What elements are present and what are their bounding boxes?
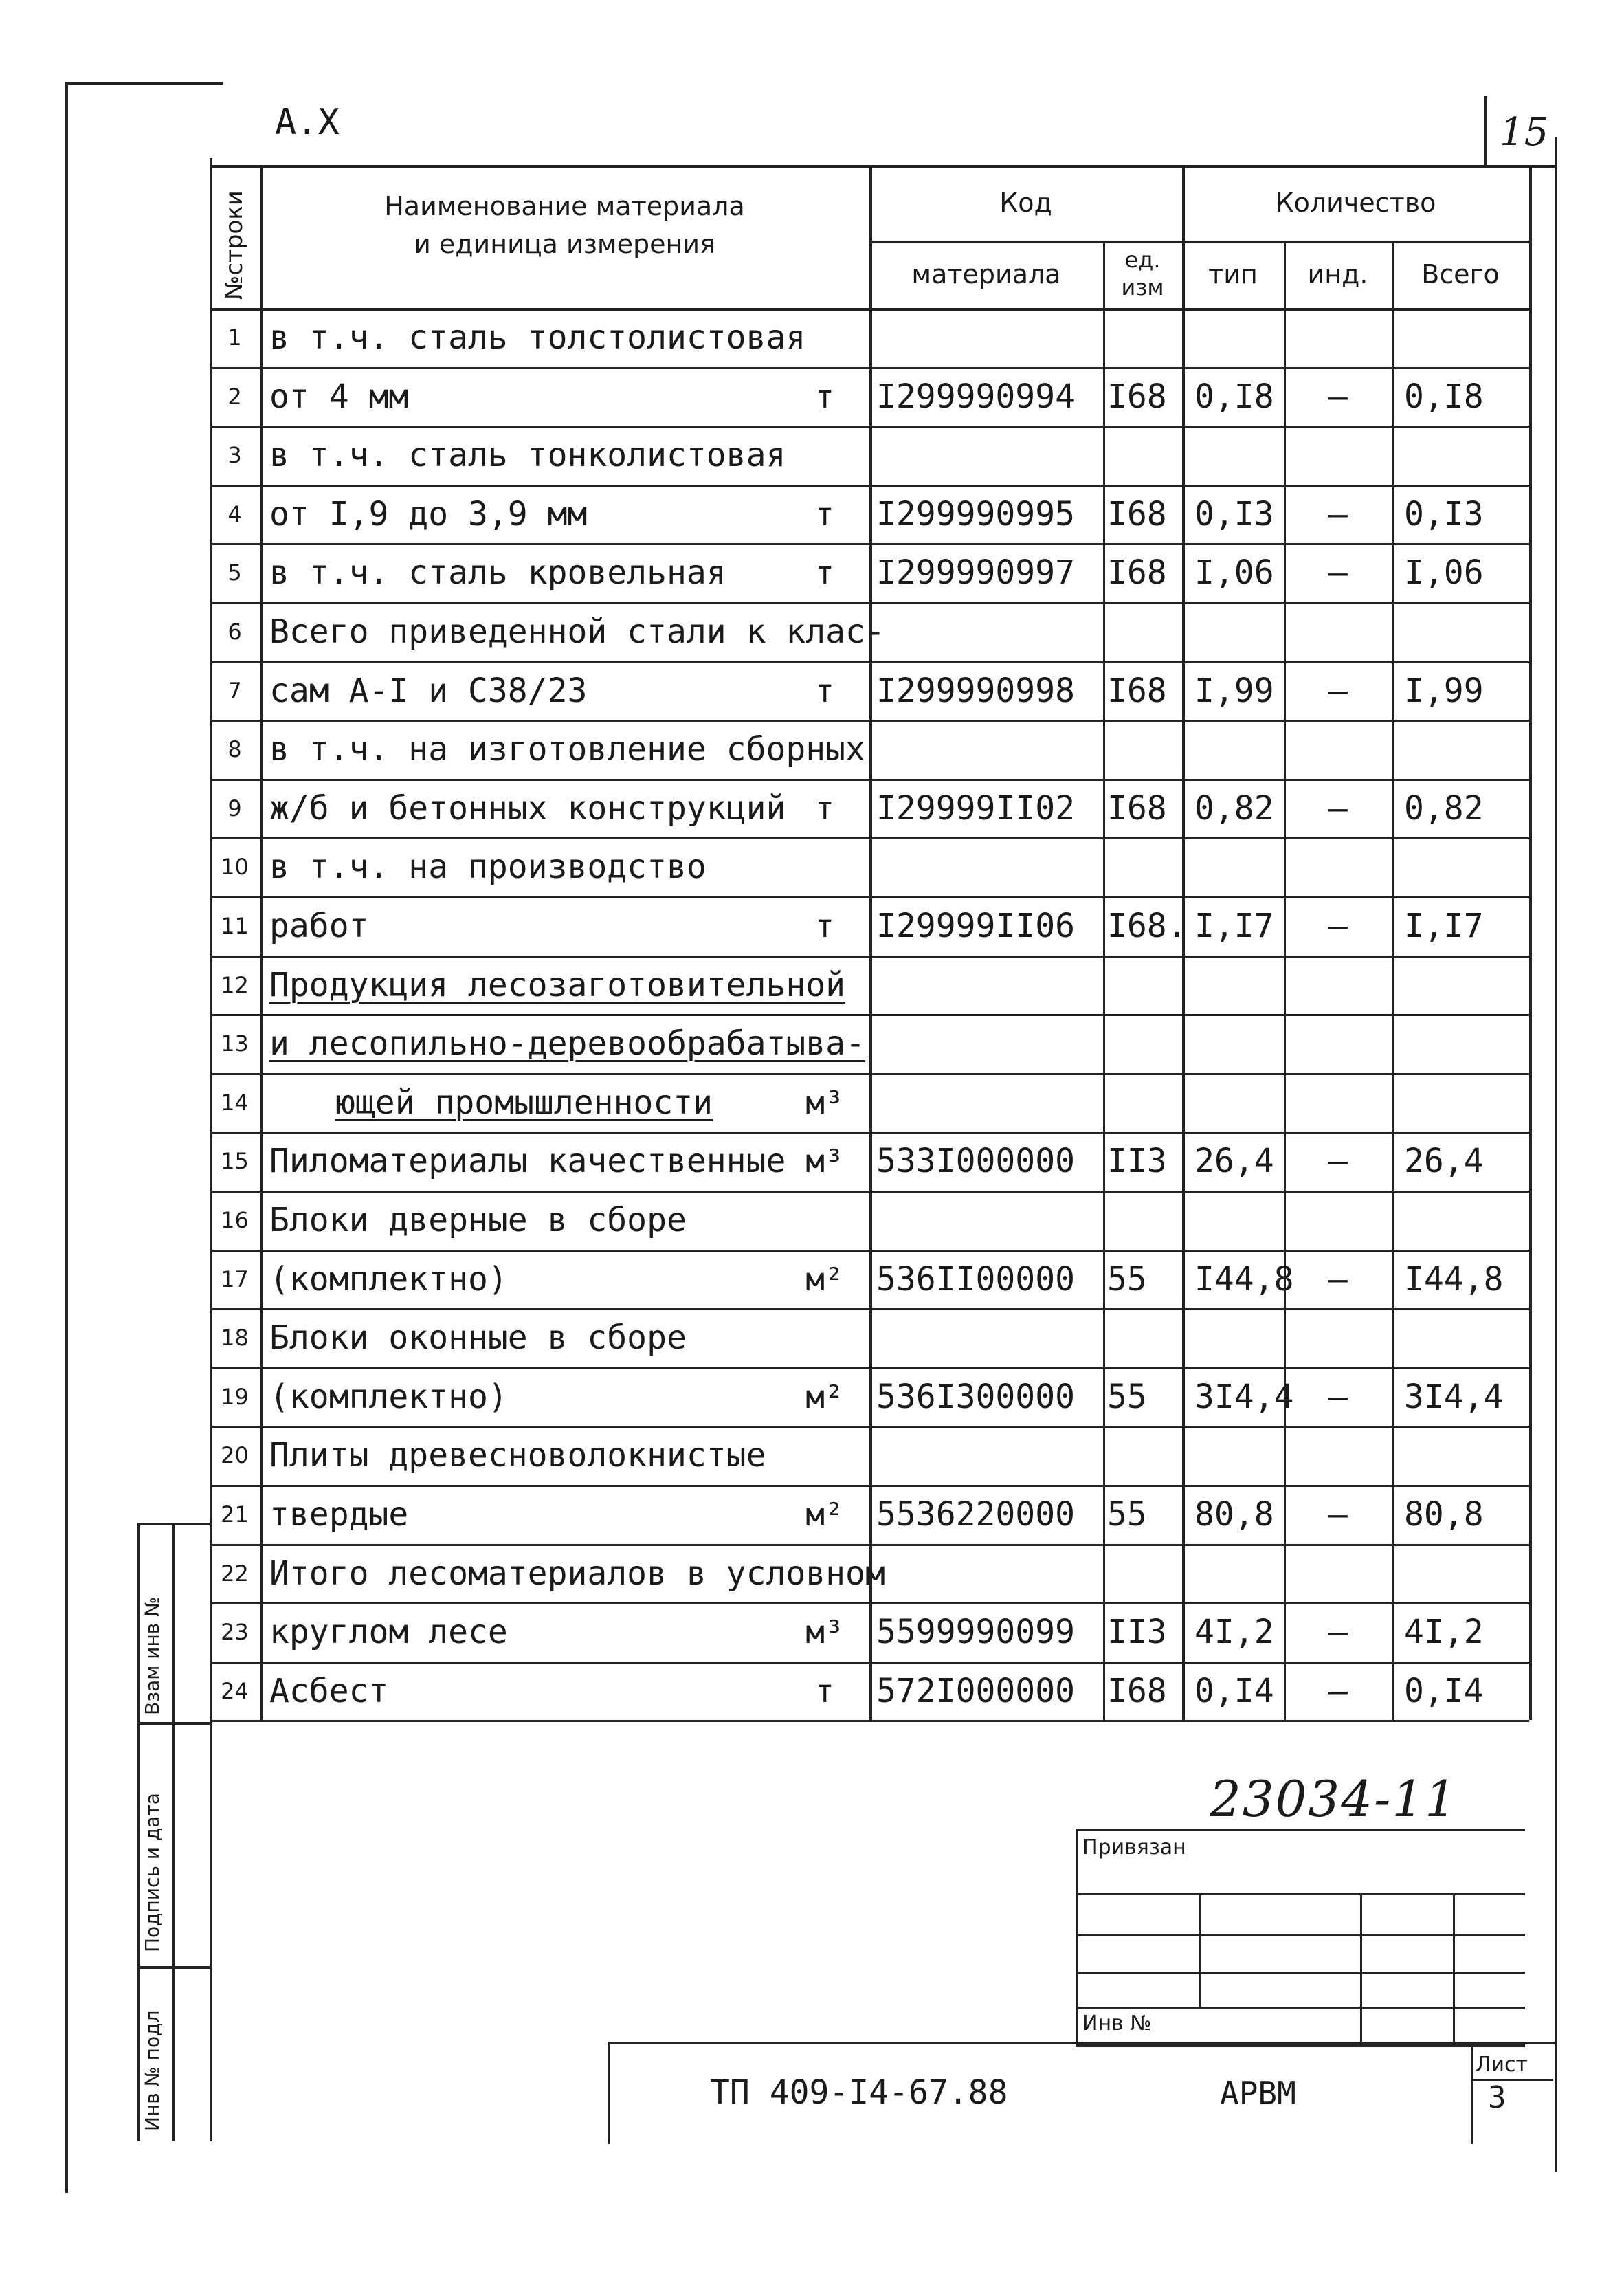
unit — [783, 1426, 866, 1485]
qty-total — [1392, 1073, 1542, 1132]
unit: т — [815, 907, 834, 945]
qty-type — [1182, 602, 1296, 661]
header-code-group: Код — [999, 188, 1052, 218]
qty-ind: – — [1328, 1613, 1348, 1651]
material-code: 5536220000 — [876, 1495, 1075, 1534]
privyazan-block — [1076, 1829, 1525, 2047]
qty-ind — [1284, 602, 1392, 661]
qty-type: 0,I4 — [1194, 1672, 1274, 1710]
row-number: 1 — [227, 324, 242, 351]
material-code — [869, 1544, 1110, 1603]
unit-code — [1103, 1073, 1186, 1132]
row-number: 21 — [221, 1501, 249, 1527]
unit-code: 55 — [1107, 1378, 1147, 1416]
material-name-text: в т.ч. сталь кровельная — [269, 553, 726, 592]
qty-type: 4I,2 — [1194, 1613, 1274, 1651]
qty-total: 0,I3 — [1404, 495, 1484, 533]
qty-total — [1392, 1014, 1542, 1073]
title-block — [608, 2042, 1557, 2144]
qty-ind — [1284, 720, 1392, 779]
section-code: АРВМ — [1220, 2075, 1296, 2112]
row-number: 12 — [221, 972, 249, 998]
unit-code: I68 — [1107, 553, 1167, 592]
qty-ind: – — [1328, 1142, 1348, 1180]
material-code: 533I000000 — [876, 1142, 1075, 1180]
row-number: 4 — [227, 501, 242, 527]
row-number: 10 — [221, 854, 249, 880]
row-number: 3 — [227, 442, 242, 468]
row-number: 9 — [227, 795, 242, 821]
row-number: 2 — [227, 384, 242, 410]
qty-ind: – — [1328, 1378, 1348, 1416]
material-code: 572I000000 — [876, 1672, 1075, 1710]
unit-code — [1103, 1191, 1186, 1250]
material-name-text: Блоки оконные в сборе — [269, 1318, 687, 1357]
qty-ind: – — [1328, 377, 1348, 416]
qty-total: I44,8 — [1404, 1260, 1504, 1299]
unit — [783, 308, 866, 367]
privyazan-row-line-1 — [1078, 1893, 1525, 1895]
material-name — [260, 1014, 865, 1073]
side-stamp-left-edge — [137, 1523, 140, 2141]
material-name-text: в т.ч. сталь толстолистовая — [269, 318, 806, 357]
row-number: 23 — [221, 1619, 249, 1645]
title-block-left-edge — [608, 2044, 610, 2144]
material-code: 5599990099 — [876, 1613, 1075, 1651]
material-name — [260, 661, 792, 720]
qty-type — [1182, 1544, 1296, 1603]
qty-ind: – — [1328, 1260, 1348, 1299]
side-label-podpis: Подпись и дата — [141, 1793, 164, 1952]
unit: м³ — [805, 1084, 844, 1121]
material-name-text: Пиломатериалы качественные — [269, 1142, 786, 1180]
material-name-text: (комплектно) — [269, 1260, 508, 1299]
material-name-text: твердые — [269, 1495, 409, 1534]
side-label-vzam: Взам инв № — [141, 1596, 164, 1715]
unit-code — [1103, 426, 1186, 485]
qty-total: 0,I4 — [1404, 1672, 1484, 1710]
qty-total — [1392, 602, 1542, 661]
material-name-text: Продукция лесозаготовительной — [269, 966, 846, 1004]
unit-code — [1103, 956, 1186, 1015]
privyazan-col-line-3 — [1453, 1893, 1455, 2044]
unit-code: I68 — [1107, 1672, 1167, 1710]
unit: м³ — [805, 1613, 844, 1651]
material-name-text: работ — [269, 907, 369, 945]
material-code: I299990994 — [876, 377, 1075, 416]
sheet-label: Лист — [1476, 2053, 1528, 2077]
qty-ind — [1284, 1014, 1392, 1073]
material-name-text: в т.ч. сталь тонколистовая — [269, 436, 786, 474]
material-code — [869, 1014, 1110, 1073]
qty-ind — [1284, 308, 1392, 367]
material-name — [260, 1662, 792, 1721]
material-name-text: ж/б и бетонных конструкций — [269, 789, 786, 828]
material-name — [260, 1132, 792, 1191]
material-code — [869, 720, 1110, 779]
unit-code: I68 — [1107, 672, 1167, 710]
header-name: Наименование материала — [384, 191, 745, 221]
unit — [783, 720, 866, 779]
material-code — [869, 426, 1110, 485]
material-name-text: ющей промышленности — [335, 1083, 713, 1122]
unit-code — [1103, 1014, 1186, 1073]
unit-code — [1103, 837, 1186, 896]
qty-ind — [1284, 1073, 1392, 1132]
qty-total — [1392, 1544, 1542, 1603]
material-name-text: Плиты древесноволокнистые — [269, 1436, 766, 1475]
qty-total — [1392, 1308, 1542, 1367]
handwritten-number: 23034-11 — [1210, 1770, 1458, 1828]
row-number: 19 — [221, 1384, 249, 1410]
privyazan-label: Привязан — [1082, 1835, 1186, 1859]
page-number: 15 — [1500, 110, 1549, 155]
material-code: I29999II02 — [876, 789, 1075, 828]
doc-code: ТП 409-I4-67.88 — [710, 2073, 1008, 2112]
qty-type: 80,8 — [1194, 1495, 1274, 1534]
unit-code: 55 — [1107, 1260, 1147, 1299]
material-name — [260, 1485, 792, 1544]
row-number: 14 — [221, 1090, 249, 1116]
material-name — [260, 1191, 792, 1250]
material-name — [260, 1544, 885, 1603]
unit — [783, 956, 866, 1015]
header-ind: инд. — [1307, 259, 1368, 289]
row-number: 13 — [221, 1030, 249, 1057]
header-type: тип — [1208, 259, 1258, 289]
unit — [783, 602, 866, 661]
unit — [783, 1308, 866, 1367]
qty-type — [1182, 1014, 1296, 1073]
material-name-text: в т.ч. на изготовление сборных — [269, 730, 865, 769]
unit: т — [815, 1673, 834, 1710]
material-name-text: Блоки дверные в сборе — [269, 1201, 687, 1239]
material-name — [260, 896, 792, 956]
qty-type — [1182, 956, 1296, 1015]
qty-total — [1392, 720, 1542, 779]
header-unit-code-2: изм — [1121, 274, 1164, 300]
material-name-text: в т.ч. на производство — [269, 848, 707, 886]
qty-type: 3I4,4 — [1194, 1378, 1294, 1416]
frame-top-left-stub — [65, 82, 223, 85]
header-qty-group: Количество — [1275, 188, 1436, 218]
row-number: 8 — [227, 736, 242, 762]
side-label-inv-podl: Инв № подл — [141, 2010, 164, 2131]
page-number-box — [1484, 96, 1556, 168]
material-name-text: Всего приведенной стали к клас- — [269, 612, 885, 651]
unit: м² — [805, 1496, 844, 1533]
privyazan-row-line-2 — [1078, 1934, 1525, 1936]
material-code — [869, 1073, 1110, 1132]
qty-ind — [1284, 1426, 1392, 1485]
qty-type — [1182, 426, 1296, 485]
unit: т — [815, 378, 834, 415]
material-code — [869, 602, 1110, 661]
qty-total — [1392, 1426, 1542, 1485]
qty-type — [1182, 837, 1296, 896]
qty-type: I,99 — [1194, 672, 1274, 710]
qty-ind — [1284, 1191, 1392, 1250]
qty-total: I,99 — [1404, 672, 1484, 710]
material-code: I29999II06 — [876, 907, 1075, 945]
qty-total: 80,8 — [1404, 1495, 1484, 1534]
sheet-cell-divider — [1471, 2044, 1473, 2144]
row-number: 15 — [221, 1148, 249, 1174]
material-name — [260, 837, 792, 896]
unit: м² — [805, 1378, 844, 1415]
qty-total: 4I,2 — [1404, 1613, 1484, 1651]
material-name-text: круглом лесе — [269, 1613, 508, 1651]
material-name — [260, 426, 792, 485]
unit-code: I68 — [1107, 377, 1167, 416]
row-number: 18 — [221, 1325, 249, 1351]
qty-ind — [1284, 1308, 1392, 1367]
qty-ind: – — [1328, 1672, 1348, 1710]
unit-code — [1103, 1426, 1186, 1485]
material-name — [260, 1073, 858, 1132]
qty-total — [1392, 426, 1542, 485]
qty-type: 0,I3 — [1194, 495, 1274, 533]
material-name-text: Асбест — [269, 1672, 389, 1710]
unit — [783, 1014, 866, 1073]
material-code: 536I300000 — [876, 1378, 1075, 1416]
material-name — [260, 1250, 792, 1309]
row-number: 6 — [227, 619, 242, 645]
qty-ind: – — [1328, 907, 1348, 945]
unit-code — [1103, 602, 1186, 661]
qty-type — [1182, 1191, 1296, 1250]
qty-total — [1392, 837, 1542, 896]
material-name — [260, 367, 792, 426]
qty-type: 0,82 — [1194, 789, 1274, 828]
row-number: 22 — [221, 1560, 249, 1587]
row-number: 11 — [221, 913, 249, 939]
qty-type — [1182, 720, 1296, 779]
unit — [783, 426, 866, 485]
material-name — [260, 485, 792, 544]
frame-right-edge — [1555, 137, 1557, 2172]
qty-total — [1392, 956, 1542, 1015]
material-name — [260, 308, 806, 367]
qty-type — [1182, 1073, 1296, 1132]
material-name — [260, 1602, 792, 1662]
material-name-text: (комплектно) — [269, 1378, 508, 1416]
material-name — [260, 1367, 792, 1426]
qty-total: 0,I8 — [1404, 377, 1484, 416]
qty-type — [1182, 308, 1296, 367]
unit-code — [1103, 1544, 1186, 1603]
sheet-cell-line — [1471, 2079, 1553, 2081]
qty-ind: – — [1328, 789, 1348, 828]
header-unit-code: ед. — [1124, 247, 1161, 273]
row-number: 16 — [221, 1207, 249, 1233]
privyazan-row-line-4 — [1078, 2007, 1525, 2009]
material-code: 536II00000 — [876, 1260, 1075, 1299]
unit: м² — [805, 1261, 844, 1298]
unit-code: I68 — [1107, 789, 1167, 828]
material-name — [260, 956, 846, 1015]
privyazan-row-line-3 — [1078, 1972, 1525, 1974]
unit-code: II3 — [1107, 1613, 1167, 1651]
unit-code — [1103, 308, 1186, 367]
material-code: I299990995 — [876, 495, 1075, 533]
header-total: Всего — [1421, 259, 1500, 289]
unit — [783, 837, 866, 896]
header-rownum: №строки — [221, 190, 248, 300]
qty-total: 0,82 — [1404, 789, 1484, 828]
qty-ind: – — [1328, 1495, 1348, 1534]
unit-code: 55 — [1107, 1495, 1147, 1534]
qty-total: 26,4 — [1404, 1142, 1484, 1180]
unit: т — [815, 496, 834, 533]
unit — [783, 1191, 866, 1250]
row-number: 20 — [221, 1442, 249, 1468]
qty-total: 3I4,4 — [1404, 1378, 1504, 1416]
unit-code — [1103, 720, 1186, 779]
material-name — [260, 602, 885, 661]
qty-ind — [1284, 426, 1392, 485]
frame-left-edge — [65, 82, 68, 2193]
qty-type: I,I7 — [1194, 907, 1274, 945]
material-name-text: Итого лесоматериалов в условном — [269, 1554, 885, 1593]
qty-ind: – — [1328, 553, 1348, 592]
qty-ind — [1284, 1544, 1392, 1603]
qty-type — [1182, 1308, 1296, 1367]
material-name — [260, 779, 792, 838]
material-code — [869, 1191, 1110, 1250]
material-code: I299990997 — [876, 553, 1075, 592]
qty-ind: – — [1328, 495, 1348, 533]
unit-code — [1103, 1308, 1186, 1367]
qty-type: I,06 — [1194, 553, 1274, 592]
side-stamp-col-divider — [172, 1523, 175, 2141]
header-label: А.Х — [275, 102, 340, 143]
qty-type: 26,4 — [1194, 1142, 1274, 1180]
material-name — [260, 1426, 792, 1485]
material-name — [260, 720, 865, 779]
privyazan-col-line-1 — [1199, 1893, 1201, 2007]
qty-type: I44,8 — [1194, 1260, 1294, 1299]
unit-code: II3 — [1107, 1142, 1167, 1180]
material-code — [869, 1426, 1110, 1485]
material-name — [260, 1308, 792, 1367]
material-name — [260, 543, 792, 602]
privyazan-col-line-2 — [1360, 1893, 1362, 2044]
material-name-text: от 4 мм — [269, 377, 409, 416]
qty-type — [1182, 1426, 1296, 1485]
qty-ind: – — [1328, 672, 1348, 710]
row-number: 17 — [221, 1266, 249, 1292]
qty-total — [1392, 308, 1542, 367]
material-code — [869, 308, 1110, 367]
row-number: 24 — [221, 1678, 249, 1704]
header-code: материала — [911, 259, 1061, 289]
material-name-text: от I,9 до 3,9 мм — [269, 495, 588, 533]
qty-ind — [1284, 956, 1392, 1015]
unit — [783, 1544, 866, 1603]
material-code — [869, 837, 1110, 896]
unit-code: I68. — [1107, 907, 1187, 945]
row-number: 5 — [227, 560, 242, 586]
material-name-text: и лесопильно-деревообрабатыва- — [269, 1024, 865, 1063]
qty-type: 0,I8 — [1194, 377, 1274, 416]
row-number: 7 — [227, 678, 242, 704]
unit: м³ — [805, 1142, 844, 1180]
qty-total: I,I7 — [1404, 907, 1484, 945]
unit: т — [815, 554, 834, 591]
material-name-text: сам А-I и С38/23 — [269, 672, 588, 710]
material-code — [869, 1308, 1110, 1367]
unit: т — [815, 790, 834, 827]
qty-ind — [1284, 837, 1392, 896]
qty-total — [1392, 1191, 1542, 1250]
sheet-number: 3 — [1488, 2080, 1506, 2115]
unit-code: I68 — [1107, 495, 1167, 533]
qty-total: I,06 — [1404, 553, 1484, 592]
material-code — [869, 956, 1110, 1015]
unit: т — [815, 672, 834, 709]
inv-label: Инв № — [1082, 2011, 1152, 2035]
material-code: I299990998 — [876, 672, 1075, 710]
header-name-2: и единица измерения — [414, 229, 715, 259]
